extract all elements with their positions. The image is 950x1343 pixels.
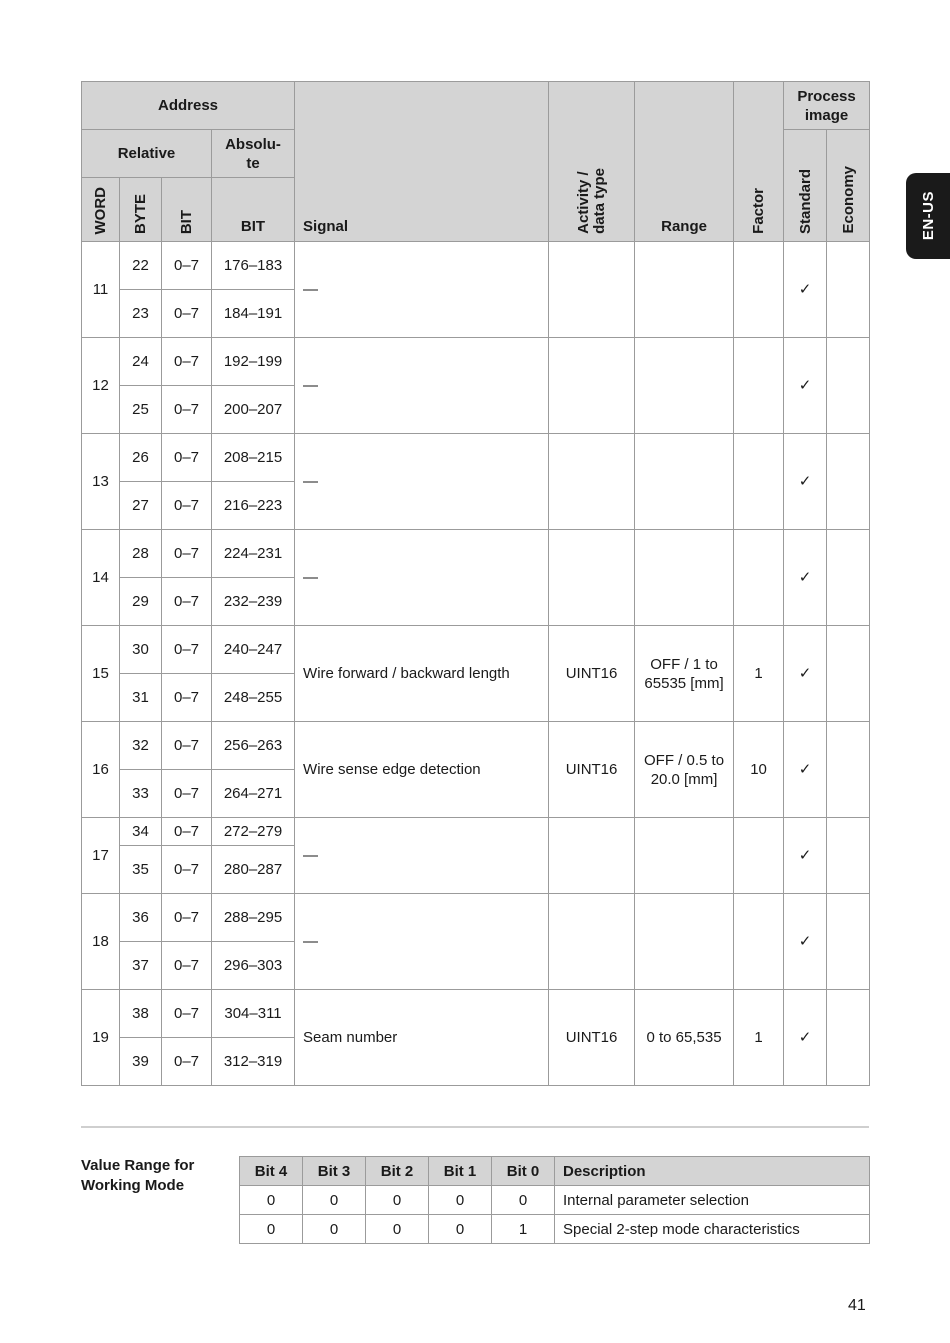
byte-cell: 23: [120, 290, 162, 338]
bit-cell: 0–7: [162, 338, 212, 386]
byte-cell: 36: [120, 894, 162, 942]
table-row: [82, 242, 870, 290]
table-row: [82, 434, 870, 482]
absolute-bit-cell: 216–223: [212, 482, 295, 530]
absolute-bit-cell: 312–319: [212, 1038, 295, 1086]
byte-cell: 30: [120, 626, 162, 674]
factor-header-label: Factor: [750, 188, 768, 234]
bit-cell: 0–7: [162, 942, 212, 990]
byte-header-label: BYTE: [132, 193, 149, 234]
economy-header-label: Economy: [839, 166, 857, 234]
range-cell: [635, 894, 734, 990]
bit-cell: 0–7: [162, 578, 212, 626]
word-header-label: WORD: [92, 186, 109, 234]
bit0-header: Bit 0: [492, 1157, 555, 1186]
signal-cell: —: [295, 242, 549, 338]
process-image-line2: image: [804, 106, 849, 124]
signal-header: Signal: [295, 82, 549, 242]
type-cell: [549, 338, 635, 434]
signal-cell: —: [295, 434, 549, 530]
table-row: [82, 722, 870, 770]
absolute-bit-cell: 176–183: [212, 242, 295, 290]
range-cell: [635, 242, 734, 338]
working-mode-table: [239, 1156, 870, 1244]
absolute-bit-cell: 248–255: [212, 674, 295, 722]
table-row: [82, 338, 870, 386]
absolute-bit-cell: 304–311: [212, 990, 295, 1038]
word-cell: 14: [82, 530, 120, 626]
range-header: Range: [635, 82, 734, 242]
absolute-bit-cell: 240–247: [212, 626, 295, 674]
byte-cell: 28: [120, 530, 162, 578]
byte-cell: 31: [120, 674, 162, 722]
bit-cell: 0–7: [162, 722, 212, 770]
economy-cell: [827, 626, 870, 722]
absolute-bit-header: BIT: [212, 178, 295, 242]
section-divider: [81, 1126, 869, 1128]
factor-cell: [734, 530, 784, 626]
economy-header: [827, 130, 870, 242]
byte-header: [120, 178, 162, 242]
byte-cell: 26: [120, 434, 162, 482]
absolute-bit-cell: 224–231: [212, 530, 295, 578]
bit3-header: Bit 3: [303, 1157, 366, 1186]
signal-cell: Seam number: [295, 990, 549, 1086]
type-cell: [549, 242, 635, 338]
factor-cell: 1: [734, 990, 784, 1086]
standard-check: ✓: [784, 894, 827, 990]
bit-cell: 0–7: [162, 894, 212, 942]
range-cell: 0 to 65,535: [635, 990, 734, 1086]
factor-cell: [734, 242, 784, 338]
range-cell: OFF / 1 to 65535 [mm]: [635, 626, 734, 722]
bit-cell: 0–7: [162, 434, 212, 482]
language-tab: [906, 173, 950, 259]
activity-header-line2: data type: [590, 168, 608, 234]
bit4-header: Bit 4: [240, 1157, 303, 1186]
signal-cell: —: [295, 530, 549, 626]
absolute-header-line2: te: [246, 154, 260, 172]
description-header: Description: [555, 1157, 870, 1186]
signal-cell: —: [295, 818, 549, 894]
absolute-bit-cell: 296–303: [212, 942, 295, 990]
word-cell: 17: [82, 818, 120, 894]
bit-cell: 0–7: [162, 290, 212, 338]
working-mode-label: Value Range for Working Mode: [81, 1157, 195, 1194]
bit3-cell: 0: [303, 1215, 366, 1244]
type-cell: [549, 434, 635, 530]
word-cell: 19: [82, 990, 120, 1086]
bit-cell: 0–7: [162, 242, 212, 290]
bit1-header: Bit 1: [429, 1157, 492, 1186]
process-image-header: [784, 82, 870, 130]
factor-cell: [734, 894, 784, 990]
standard-check: ✓: [784, 626, 827, 722]
word-cell: 15: [82, 626, 120, 722]
byte-cell: 33: [120, 770, 162, 818]
page-number: 41: [848, 1297, 866, 1314]
word-cell: 11: [82, 242, 120, 338]
bit-cell: 0–7: [162, 482, 212, 530]
standard-header-label: Standard: [796, 168, 814, 234]
table-row: [82, 990, 870, 1038]
absolute-header-line1: Absolu-: [225, 135, 281, 153]
standard-header: [784, 130, 827, 242]
absolute-bit-cell: 272–279: [212, 818, 295, 846]
bit2-cell: 0: [366, 1215, 429, 1244]
byte-cell: 29: [120, 578, 162, 626]
byte-cell: 32: [120, 722, 162, 770]
signal-cell: —: [295, 894, 549, 990]
standard-check: ✓: [784, 242, 827, 338]
standard-check: ✓: [784, 818, 827, 894]
absolute-bit-cell: 200–207: [212, 386, 295, 434]
absolute-bit-cell: 264–271: [212, 770, 295, 818]
activity-header-line1: Activity /: [574, 171, 592, 234]
bit1-cell: 0: [429, 1186, 492, 1215]
signal-cell: Wire sense edge detection: [295, 722, 549, 818]
bit-cell: 0–7: [162, 530, 212, 578]
factor-cell: 1: [734, 626, 784, 722]
economy-cell: [827, 990, 870, 1086]
type-cell: [549, 530, 635, 626]
word-cell: 13: [82, 434, 120, 530]
process-image-line1: Process: [797, 87, 856, 105]
relative-header: Relative: [82, 130, 212, 178]
type-cell: [549, 818, 635, 894]
absolute-bit-cell: 232–239: [212, 578, 295, 626]
address-header: Address: [82, 82, 295, 130]
type-cell: UINT16: [549, 722, 635, 818]
table-row: [82, 894, 870, 942]
absolute-bit-cell: 184–191: [212, 290, 295, 338]
byte-cell: 38: [120, 990, 162, 1038]
standard-check: ✓: [784, 722, 827, 818]
signal-cell: —: [295, 338, 549, 434]
bit-cell: 0–7: [162, 846, 212, 894]
table-row: [82, 626, 870, 674]
language-tab-label: EN-US: [919, 191, 937, 241]
bit2-cell: 0: [366, 1186, 429, 1215]
signal-table: [81, 81, 870, 1086]
economy-cell: [827, 242, 870, 338]
absolute-bit-cell: 256–263: [212, 722, 295, 770]
range-cell: [635, 818, 734, 894]
economy-cell: [827, 530, 870, 626]
byte-cell: 37: [120, 942, 162, 990]
factor-cell: 10: [734, 722, 784, 818]
economy-cell: [827, 818, 870, 894]
table-row: [82, 530, 870, 578]
byte-cell: 39: [120, 1038, 162, 1086]
range-cell: [635, 530, 734, 626]
table-row: [82, 818, 870, 846]
working-mode-header-row: [240, 1157, 870, 1186]
word-header: [82, 178, 120, 242]
byte-cell: 24: [120, 338, 162, 386]
bit-header-label: BIT: [178, 209, 195, 234]
bit-header: [162, 178, 212, 242]
signal-cell: Wire forward / backward length: [295, 626, 549, 722]
bit-cell: 0–7: [162, 386, 212, 434]
description-cell: Internal parameter selection: [555, 1186, 870, 1215]
factor-cell: [734, 338, 784, 434]
bit-cell: 0–7: [162, 770, 212, 818]
standard-check: ✓: [784, 990, 827, 1086]
range-cell: OFF / 0.5 to 20.0 [mm]: [635, 722, 734, 818]
standard-check: ✓: [784, 530, 827, 626]
economy-cell: [827, 434, 870, 530]
absolute-header: [212, 130, 295, 178]
economy-cell: [827, 894, 870, 990]
type-cell: UINT16: [549, 990, 635, 1086]
word-cell: 12: [82, 338, 120, 434]
bit-cell: 0–7: [162, 818, 212, 846]
byte-cell: 35: [120, 846, 162, 894]
range-cell: [635, 434, 734, 530]
bit4-cell: 0: [240, 1215, 303, 1244]
word-cell: 18: [82, 894, 120, 990]
absolute-bit-cell: 192–199: [212, 338, 295, 386]
standard-check: ✓: [784, 434, 827, 530]
table-row: [240, 1215, 870, 1244]
economy-cell: [827, 722, 870, 818]
factor-cell: [734, 818, 784, 894]
bit2-header: Bit 2: [366, 1157, 429, 1186]
bit1-cell: 0: [429, 1215, 492, 1244]
economy-cell: [827, 338, 870, 434]
absolute-bit-cell: 288–295: [212, 894, 295, 942]
range-cell: [635, 338, 734, 434]
bit0-cell: 0: [492, 1186, 555, 1215]
byte-cell: 25: [120, 386, 162, 434]
absolute-bit-cell: 208–215: [212, 434, 295, 482]
bit-cell: 0–7: [162, 1038, 212, 1086]
standard-check: ✓: [784, 338, 827, 434]
type-cell: [549, 894, 635, 990]
bit3-cell: 0: [303, 1186, 366, 1215]
absolute-bit-cell: 280–287: [212, 846, 295, 894]
type-cell: UINT16: [549, 626, 635, 722]
byte-cell: 27: [120, 482, 162, 530]
bit4-cell: 0: [240, 1186, 303, 1215]
bit0-cell: 1: [492, 1215, 555, 1244]
table-row: [240, 1186, 870, 1215]
activity-header: [549, 82, 635, 242]
bit-cell: 0–7: [162, 674, 212, 722]
word-cell: 16: [82, 722, 120, 818]
factor-cell: [734, 434, 784, 530]
byte-cell: 34: [120, 818, 162, 846]
description-cell: Special 2-step mode characteristics: [555, 1215, 870, 1244]
factor-header: [734, 82, 784, 242]
bit-cell: 0–7: [162, 626, 212, 674]
byte-cell: 22: [120, 242, 162, 290]
bit-cell: 0–7: [162, 990, 212, 1038]
